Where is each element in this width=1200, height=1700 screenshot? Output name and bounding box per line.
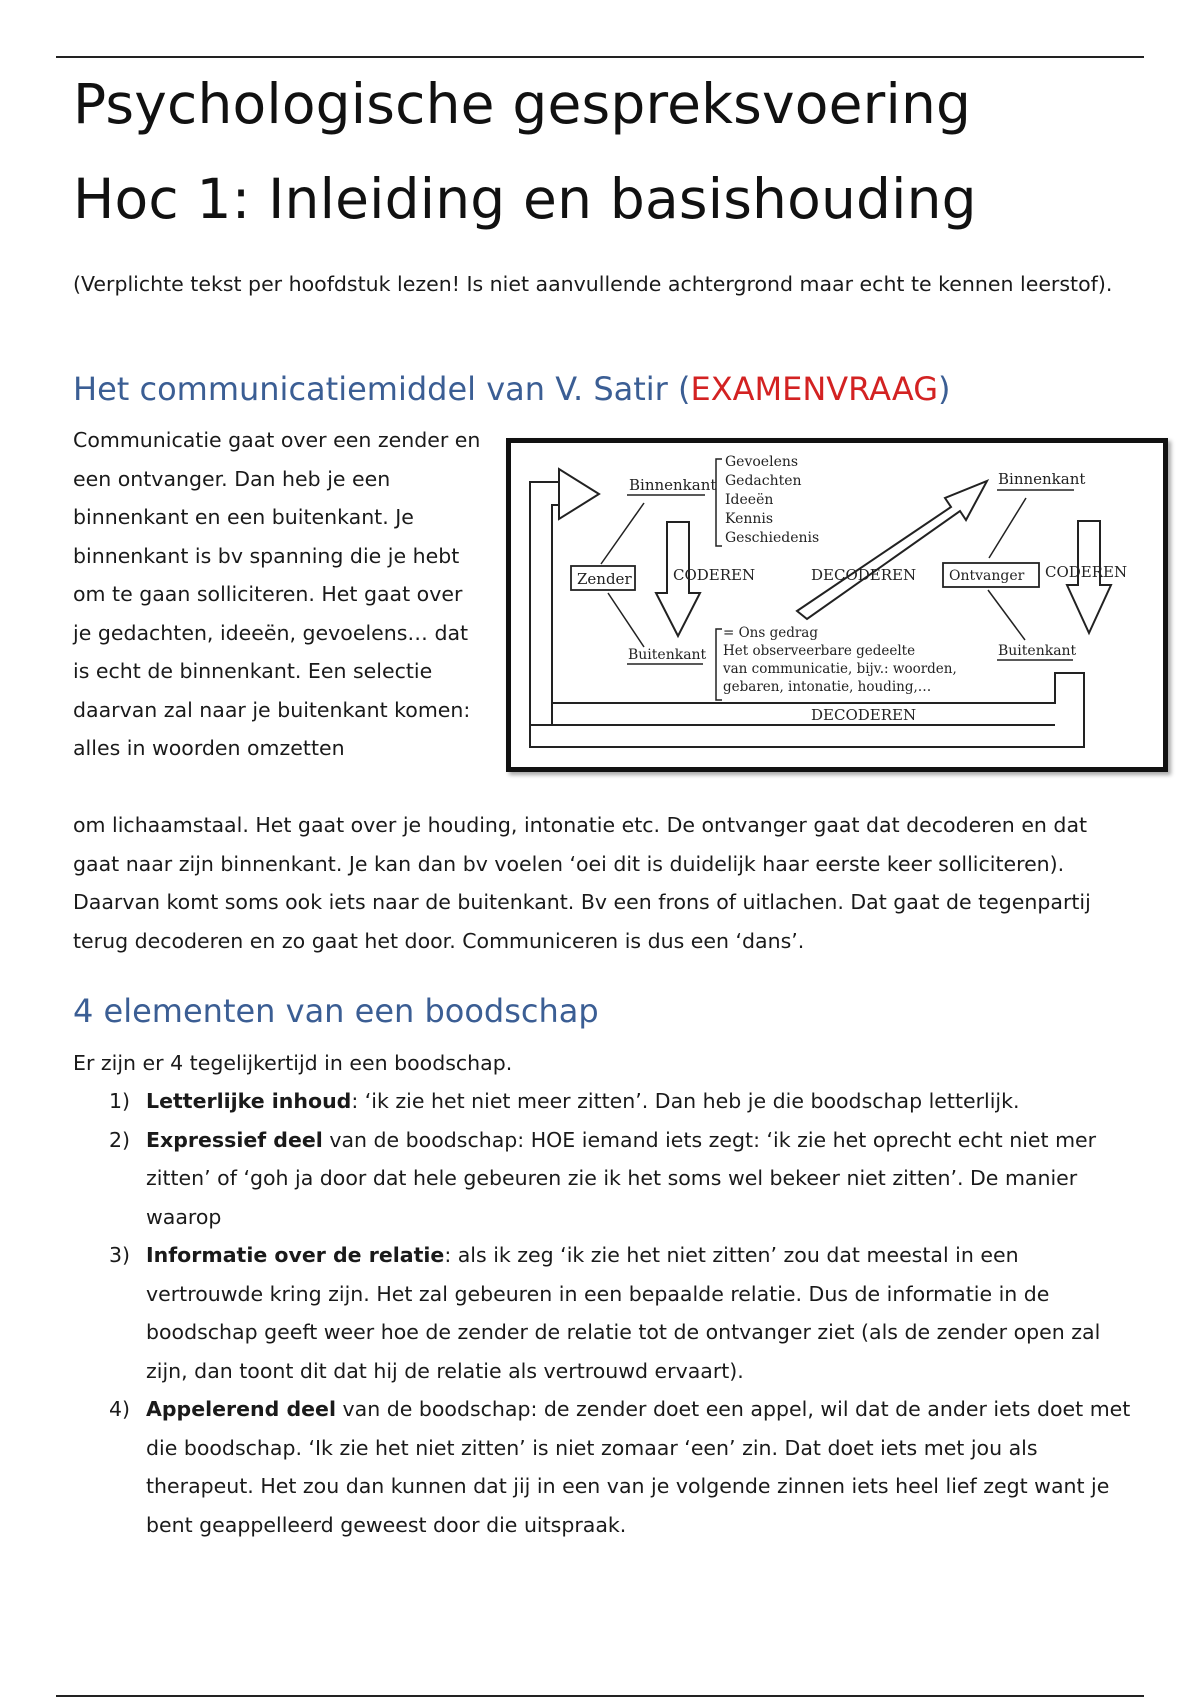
decoderen-bottom-label: DECODEREN <box>811 706 917 724</box>
list-item <box>73 1236 1133 1390</box>
exam-question-label: EXAMENVRAAG <box>690 370 939 408</box>
intro-text: (Verplichte tekst per hoofdstuk lezen! Is niet aanvullende achtergrond maar echt te kennen leerstof). <box>73 272 1113 296</box>
inner-item: Gevoelens <box>725 454 799 470</box>
behavior-line: gebaren, intonatie, houding,… <box>723 679 932 695</box>
satir-paragraph-continued: om lichaamstaal. Het gaat over je houding, intonatie etc. De ontvanger gaat dat decoderen en dat gaat naar zijn binnenkant. Je kan dan bv voelen ‘oei dit is duidelijk haar eerste keer solliciteren). Daarvan komt soms ook iets naar de buitenkant. Bv een frons of uitlachen. Dat gaat de tegenpartij terug decoderen en zo gaat het door. Communiceren is dus een ‘dans’. <box>73 813 1091 953</box>
inner-item: Ideeën <box>725 492 774 508</box>
list-item <box>73 1082 1133 1121</box>
binnenkant-left-label: Binnenkant <box>629 476 717 494</box>
list-item <box>73 1121 1133 1237</box>
ontvanger-label: Ontvanger <box>949 568 1025 584</box>
behavior-line: van communicatie, bijv.: woorden, <box>723 661 957 677</box>
buitenkant-left-label: Buitenkant <box>628 647 707 663</box>
heading-close: ) <box>938 370 951 408</box>
behavior-bracket <box>716 629 722 700</box>
coderen-right-label: CODEREN <box>1045 563 1128 581</box>
list-text: van de boodschap: de zender doet een appel, wil dat de ander iets doet met die boodschap. ‘Ik zie het niet zitten’ is niet zomaar ‘een’ zin. Dat doet iets met jou als therapeut. Het zou dan kunnen dat jij in een van je volgende zinnen iets heel lief zegt want je bent geappelleerd geweest door die uitspraak. <box>146 1397 1131 1537</box>
list-text: : als ik zeg ‘ik zie het niet zitten’ zou dat meestal in een vertrouwde kring zijn. Het zal gebeuren in een bepaalde relatie. Dus de informatie in de boodschap geeft weer hoe de zender de relatie tot de ontvanger ziet (als de zender open zal zijn, dan toont dit dat hij de relatie als vertrouwd ervaart). <box>146 1243 1101 1383</box>
satir-communication-diagram <box>506 438 1168 772</box>
section-heading-satir <box>73 370 951 408</box>
bottom-rule <box>56 1695 1144 1697</box>
list-number: 2) <box>109 1127 131 1152</box>
zender-to-binnenkant-line <box>601 503 644 564</box>
page-subtitle: Hoc 1: Inleiding en basishouding <box>73 167 977 231</box>
list-item <box>73 1390 1133 1544</box>
list-term: Expressief deel <box>146 1127 323 1152</box>
diagram-svg <box>511 443 1163 767</box>
ontvanger-to-buitenkant-line <box>988 590 1025 640</box>
decoderen-diagonal-arrow <box>797 481 987 619</box>
zender-to-buitenkant-line <box>608 593 644 647</box>
list-term: Informatie over de relatie <box>146 1243 445 1267</box>
elements-list <box>73 1082 1133 1544</box>
elements-intro: Er zijn er 4 tegelijkertijd in een boodschap. <box>73 1051 513 1075</box>
feedback-loop-line <box>552 505 559 725</box>
inner-bracket <box>716 459 722 546</box>
arrow-to-binnenkant <box>559 469 599 519</box>
section-heading-elements: 4 elementen van een boodschap <box>73 992 599 1030</box>
list-number: 4) <box>109 1397 131 1421</box>
coderen-left-label: CODEREN <box>673 566 756 584</box>
page-title: Psychologische gespreksvoering <box>73 72 972 136</box>
ontvanger-to-binnenkant-line <box>989 498 1026 558</box>
heading-main: Het communicatiemiddel van V. Satir ( <box>73 370 691 408</box>
top-rule <box>56 56 1144 58</box>
zender-label: Zender <box>577 570 632 588</box>
feedback-loop-line <box>530 482 559 725</box>
decoderen-mid-label: DECODEREN <box>811 566 917 584</box>
list-text: van de boodschap: HOE iemand iets zegt: ‘ik zie het oprecht echt niet mer zitten’ of ‘goh ja door dat hele gebeuren zie ik het soms wel bekeer niet zitten’. De manier waarop <box>146 1127 1097 1229</box>
behavior-line: = Ons gedrag <box>723 625 819 641</box>
inner-item: Geschiedenis <box>725 530 820 546</box>
list-term: Appelerend deel <box>146 1397 336 1421</box>
behavior-line: Het observeerbare gedeelte <box>723 643 916 659</box>
binnenkant-right-label: Binnenkant <box>998 470 1086 488</box>
buitenkant-right-label: Buitenkant <box>998 643 1077 659</box>
inner-item: Gedachten <box>725 473 802 489</box>
list-text: : ‘ik zie het niet meer zitten’. Dan heb je die boodschap letterlijk. <box>351 1089 1020 1113</box>
satir-paragraph-left: Communicatie gaat over een zender en een ontvanger. Dan heb je een binnenkant en een buitenkant. Je binnenkant is bv spanning die je hebt om te gaan solliciteren. Het gaat over je gedachten, ideeën, gevoelens… dat is echt de binnenkant. Een selectie daarvan zal naar je buitenkant komen: alles in woorden omzetten <box>73 428 481 760</box>
list-number: 3) <box>109 1243 131 1267</box>
inner-item: Kennis <box>725 511 774 527</box>
list-term: Letterlijke inhoud <box>146 1089 352 1113</box>
list-number: 1) <box>109 1089 131 1113</box>
